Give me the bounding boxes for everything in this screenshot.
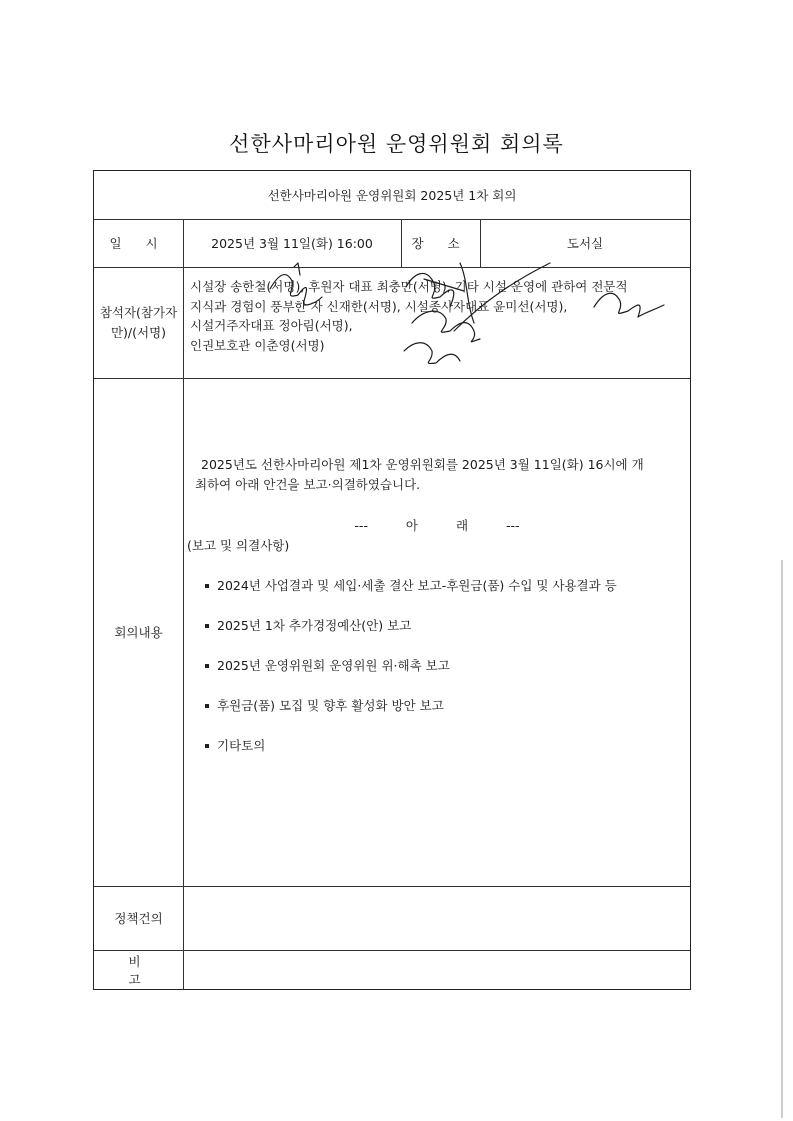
attendees-line: 인권보호관 이춘영(서명) [190,337,325,353]
agenda-item [187,736,687,756]
intro-line: 최하여 아래 안건을 보고·의결하였습니다. [195,477,421,492]
bullet-icon [205,624,209,628]
agenda-item [187,696,687,716]
minutes-content [187,451,687,756]
agenda-item [187,656,687,676]
bullet-icon [205,584,209,588]
label-column-divider [183,219,184,989]
policy-label: 정책건의 [114,911,163,926]
separator: --- 아 래 --- [354,518,520,533]
remarks-value [183,950,690,989]
policy-value [183,886,690,950]
minutes-label: 회의내용 [114,625,163,640]
attendees-line: 지식과 경험이 풍부한 자 신재한(서명), 시설종사자대표 윤미선(서명), [190,298,568,314]
attendees-line: 시설장 송한철(서명), 후원자 대표 최충만(서명), 기타 시설 운영에 관하여 전문적 [190,279,628,294]
attendees-line: 시설거주자대표 정아림(서명), [190,318,353,333]
place-value: 도서실 [566,236,604,251]
agenda-item-text: 2025년 운영위원회 운영위원 위·해촉 보고 [217,658,450,673]
attendees-label-line2: 만)/(서명) [110,324,167,340]
minutes-intro [187,455,687,495]
date-value: 2025년 3월 11일(화) 16:00 [211,236,373,251]
agenda-item-text: 2025년 1차 추가경정예산(안) 보고 [217,618,412,633]
agenda-item [187,616,687,636]
place-label: 장 소 [411,236,470,251]
attendees-label [94,267,183,378]
minutes-form [93,170,691,990]
bullet-icon [205,704,209,708]
remarks-label: 비 고 [128,953,169,987]
agenda-item-text: 2024년 사업결과 및 세입·세출 결산 보고-후원금(품) 수입 및 사용결과 등 [217,578,617,593]
section-heading: (보고 및 의결사항) [187,538,290,553]
scan-edge [781,560,783,1118]
document-title: 선한사마리아원 운영위원회 회의록 [229,132,564,156]
attendees-list [190,277,690,355]
agenda-item-text: 기타토의 [217,738,266,753]
meeting-subtitle: 선한사마리아원 운영위원회 2025년 1차 회의 [267,188,517,203]
agenda-item-text: 후원금(품) 모집 및 향후 활성화 방안 보고 [217,698,444,713]
bullet-icon [205,744,209,748]
attendees-label-line1: 참석자(참가자 [99,304,178,320]
bullet-icon [205,664,209,668]
intro-line: 2025년도 선한사마리아원 제1차 운영위원회를 2025년 3월 11일(화) 16시에 개 [201,457,644,472]
agenda-item [187,576,687,596]
date-label: 일 시 [109,236,168,251]
